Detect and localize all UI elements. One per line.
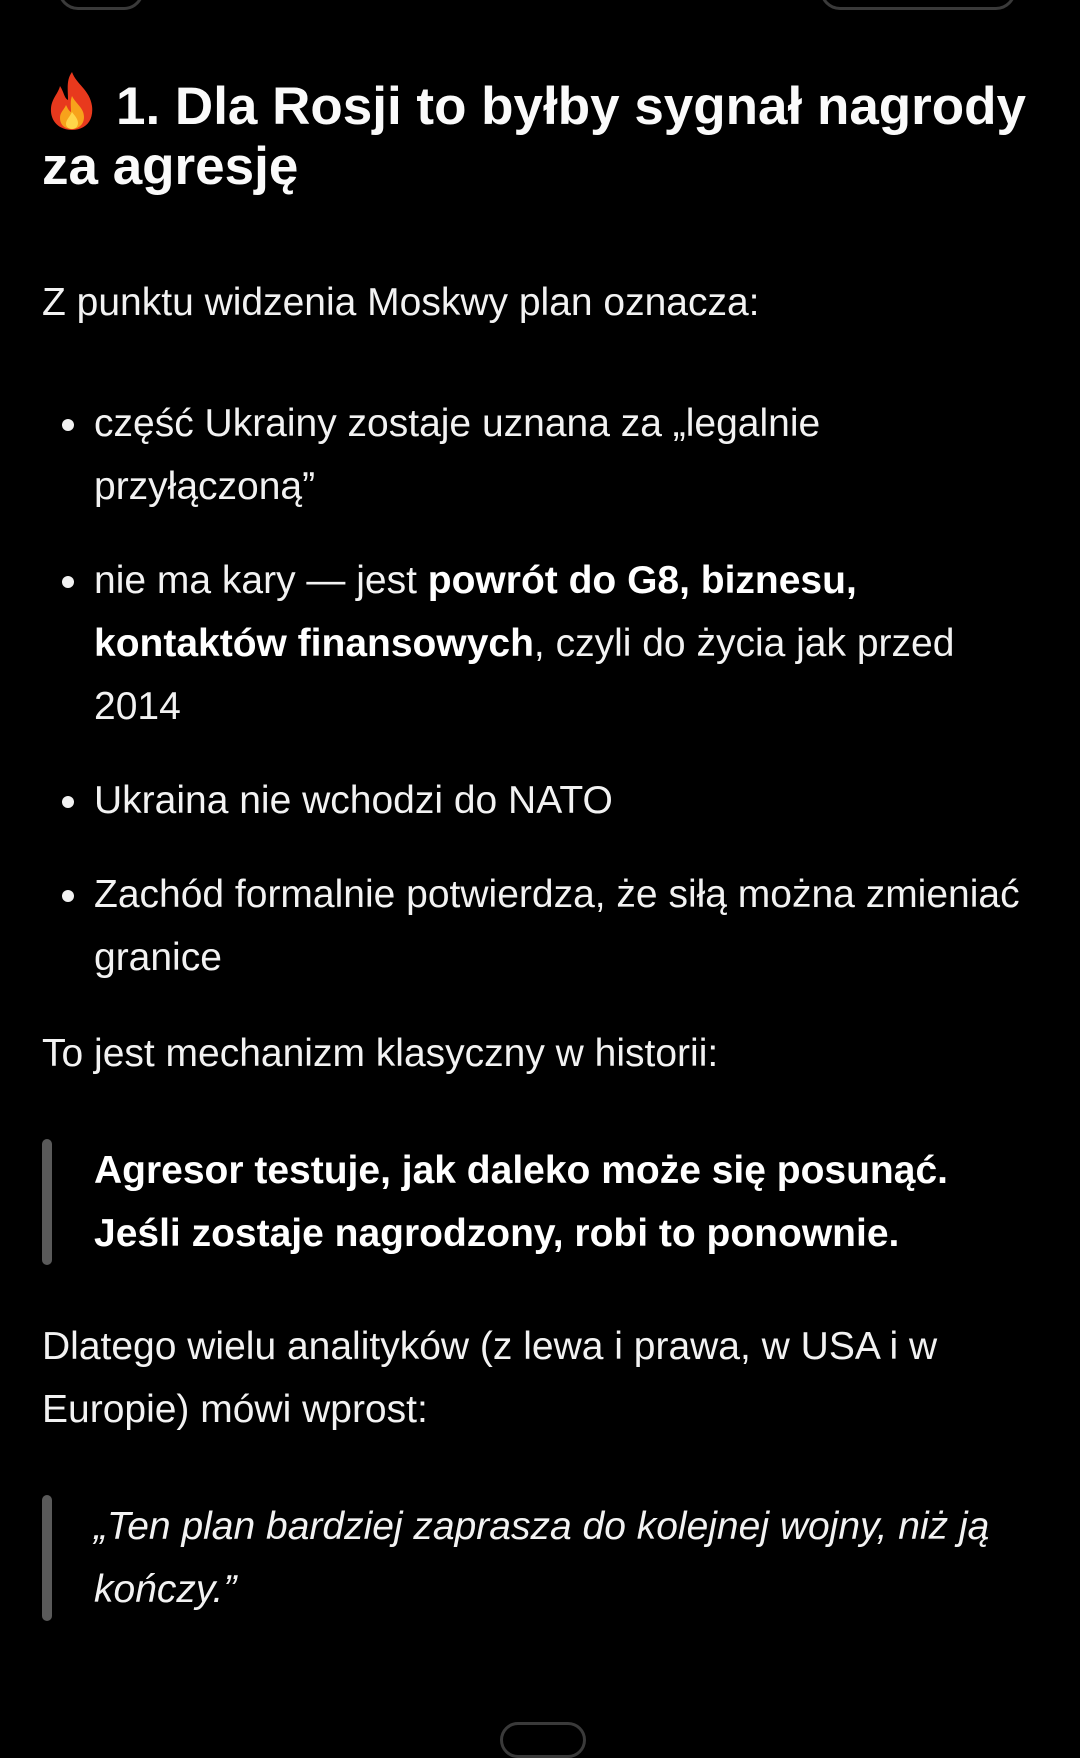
list-item-text: nie ma kary — jest [94, 559, 428, 602]
section-heading-text: 1. Dla Rosji to byłby sygnał nagrody za agresję [42, 77, 1027, 196]
list-item [42, 863, 1042, 989]
top-pill-button[interactable] [58, 0, 144, 10]
list-item-bold: powrót do G8, biznesu, kontaktów finansowych [94, 559, 857, 665]
quote-text: Agresor testuje, jak daleko może się posunąć. Jeśli zostaje nagrodzony, robi to ponownie. [94, 1149, 948, 1255]
blockquote-bold [42, 1139, 1042, 1265]
blockquote-italic [42, 1495, 1042, 1621]
list-item-text: , czyli do życia jak przed 2014 [94, 622, 955, 728]
analysts-paragraph: Dlatego wielu analityków (z lewa i prawa, w USA i w Europie) mówi wprost: [42, 1325, 938, 1431]
list-item-text: Zachód formalnie potwierdza, że siłą można zmieniać granice [94, 873, 1020, 979]
top-pill-button-right[interactable] [820, 0, 1016, 10]
list-item-text: Ukraina nie wchodzi do NATO [94, 779, 613, 822]
history-paragraph: To jest mechanizm klasyczny w historii: [42, 1032, 719, 1075]
list-item-text: część Ukrainy zostaje uznana za „legalnie przyłączoną” [94, 402, 821, 508]
quote-text: „Ten plan bardziej zaprasza do kolejnej wojny, niż ją kończy.” [94, 1505, 990, 1611]
list-item [42, 392, 1042, 518]
intro-paragraph: Z punktu widzenia Moskwy plan oznacza: [42, 281, 760, 324]
scroll-down-button[interactable] [500, 1722, 586, 1758]
message-content [42, 70, 1042, 1621]
fire-icon [42, 70, 102, 132]
list-item [42, 769, 1042, 832]
bullet-list [42, 392, 1042, 989]
list-item [42, 549, 1042, 738]
section-heading [42, 70, 1042, 197]
